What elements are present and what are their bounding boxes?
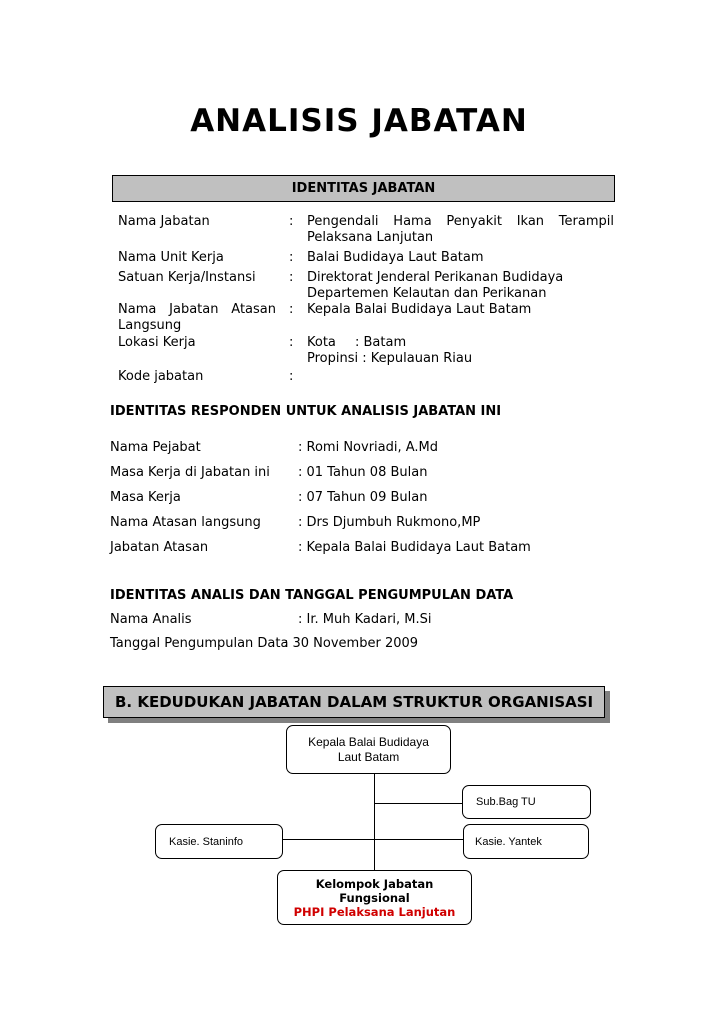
identitas-jabatan-header: IDENTITAS JABATAN xyxy=(112,175,615,202)
label-satuan-kerja: Satuan Kerja/Instansi xyxy=(118,270,256,285)
value-nama-jabatan-line1 xyxy=(307,214,614,229)
org-line-kasie xyxy=(283,839,464,840)
org-kepala-line2: Laut Batam xyxy=(337,750,400,764)
label-lokasi-kerja: Lokasi Kerja xyxy=(118,335,196,350)
value-nama-jabatan xyxy=(307,214,614,229)
value-propinsi: Propinsi : Kepulauan Riau xyxy=(307,351,473,366)
justified-word: Atasan xyxy=(231,302,276,317)
value-nama-pejabat: : Romi Novriadi, A.Md xyxy=(298,440,439,455)
label-nama-atasan: Nama Atasan langsung xyxy=(110,515,261,530)
value-masa-kerja-jabatan: : 01 Tahun 08 Bulan xyxy=(298,465,428,480)
value-masa-kerja: : 07 Tahun 09 Bulan xyxy=(298,490,428,505)
org-fungsional-line2: Fungsional xyxy=(339,891,410,905)
org-box-subbag-tu xyxy=(462,785,591,819)
org-subbag-label: Sub.Bag TU xyxy=(476,796,536,808)
colon: : xyxy=(289,302,294,317)
label-nama-analis: Nama Analis xyxy=(110,612,192,627)
org-fungsional-line1: Kelompok Jabatan xyxy=(315,877,434,891)
label-nama-pejabat: Nama Pejabat xyxy=(110,440,201,455)
org-staninfo-label: Kasie. Staninfo xyxy=(169,836,243,848)
justified-word: Hama xyxy=(393,214,432,229)
org-box-kelompok-fungsional xyxy=(277,870,472,925)
org-vertical-line xyxy=(374,773,375,876)
value-nama-atasan: : Drs Djumbuh Rukmono,MP xyxy=(298,515,481,530)
org-box-kepala-balai xyxy=(286,725,451,774)
value-nama-unit-kerja: Balai Budidaya Laut Batam xyxy=(307,250,484,265)
label-masa-kerja: Masa Kerja xyxy=(110,490,181,505)
value-nama-analis: : Ir. Muh Kadari, M.Si xyxy=(298,612,432,627)
value-kota: : Batam xyxy=(355,335,407,350)
heading-identitas-responden: IDENTITAS RESPONDEN UNTUK ANALISIS JABATAN INI xyxy=(110,404,502,419)
value-tanggal-pengumpulan: : 30 November 2009 xyxy=(284,636,419,651)
justified-word: Nama xyxy=(118,302,157,317)
value-satuan-kerja-line2: Departemen Kelautan dan Perikanan xyxy=(307,286,547,301)
org-kepala-line1: Kepala Balai Budidaya xyxy=(308,735,429,749)
value-nama-jabatan-line2: Pelaksana Lanjutan xyxy=(307,230,434,245)
colon: : xyxy=(289,369,294,384)
org-fungsional-line3: PHPI Pelaksana Lanjutan xyxy=(293,905,456,919)
justified-word: Pengendali xyxy=(307,214,379,229)
heading-identitas-analis: IDENTITAS ANALIS DAN TANGGAL PENGUMPULAN DATA xyxy=(110,588,514,603)
justified-word: Penyakit xyxy=(446,214,502,229)
colon: : xyxy=(289,250,294,265)
label-tanggal-pengumpulan: Tanggal Pengumpulan Data xyxy=(110,636,289,651)
justified-word: Jabatan xyxy=(169,302,219,317)
value-kota-label: Kota xyxy=(307,335,336,350)
colon: : xyxy=(289,270,294,285)
label-nama-unit-kerja: Nama Unit Kerja xyxy=(118,250,224,265)
document-title: ANALISIS JABATAN xyxy=(190,103,528,139)
label-nama-jabatan-atasan xyxy=(118,302,276,317)
colon: : xyxy=(289,214,294,229)
justified-word: Ikan xyxy=(516,214,545,229)
label-nama-jabatan: Nama Jabatan xyxy=(118,214,210,229)
label-kode-jabatan: Kode jabatan xyxy=(118,369,204,384)
value-jabatan-atasan-resp: : Kepala Balai Budidaya Laut Batam xyxy=(298,540,531,555)
label-langsung: Langsung xyxy=(118,318,182,333)
org-box-kasie-staninfo xyxy=(155,824,283,859)
org-yantek-label: Kasie. Yantek xyxy=(475,836,542,848)
value-jabatan-atasan: Kepala Balai Budidaya Laut Batam xyxy=(307,302,532,317)
kedudukan-header: B. KEDUDUKAN JABATAN DALAM STRUKTUR ORGANISASI xyxy=(103,686,605,718)
colon: : xyxy=(289,335,294,350)
label-jabatan-atasan: Jabatan Atasan xyxy=(110,540,209,555)
org-line-subbag xyxy=(374,803,463,804)
org-box-kasie-yantek xyxy=(463,824,589,859)
justified-word: Terampil xyxy=(558,214,614,229)
label-masa-kerja-jabatan: Masa Kerja di Jabatan ini xyxy=(110,465,270,480)
value-satuan-kerja-line1: Direktorat Jenderal Perikanan Budidaya xyxy=(307,270,564,285)
